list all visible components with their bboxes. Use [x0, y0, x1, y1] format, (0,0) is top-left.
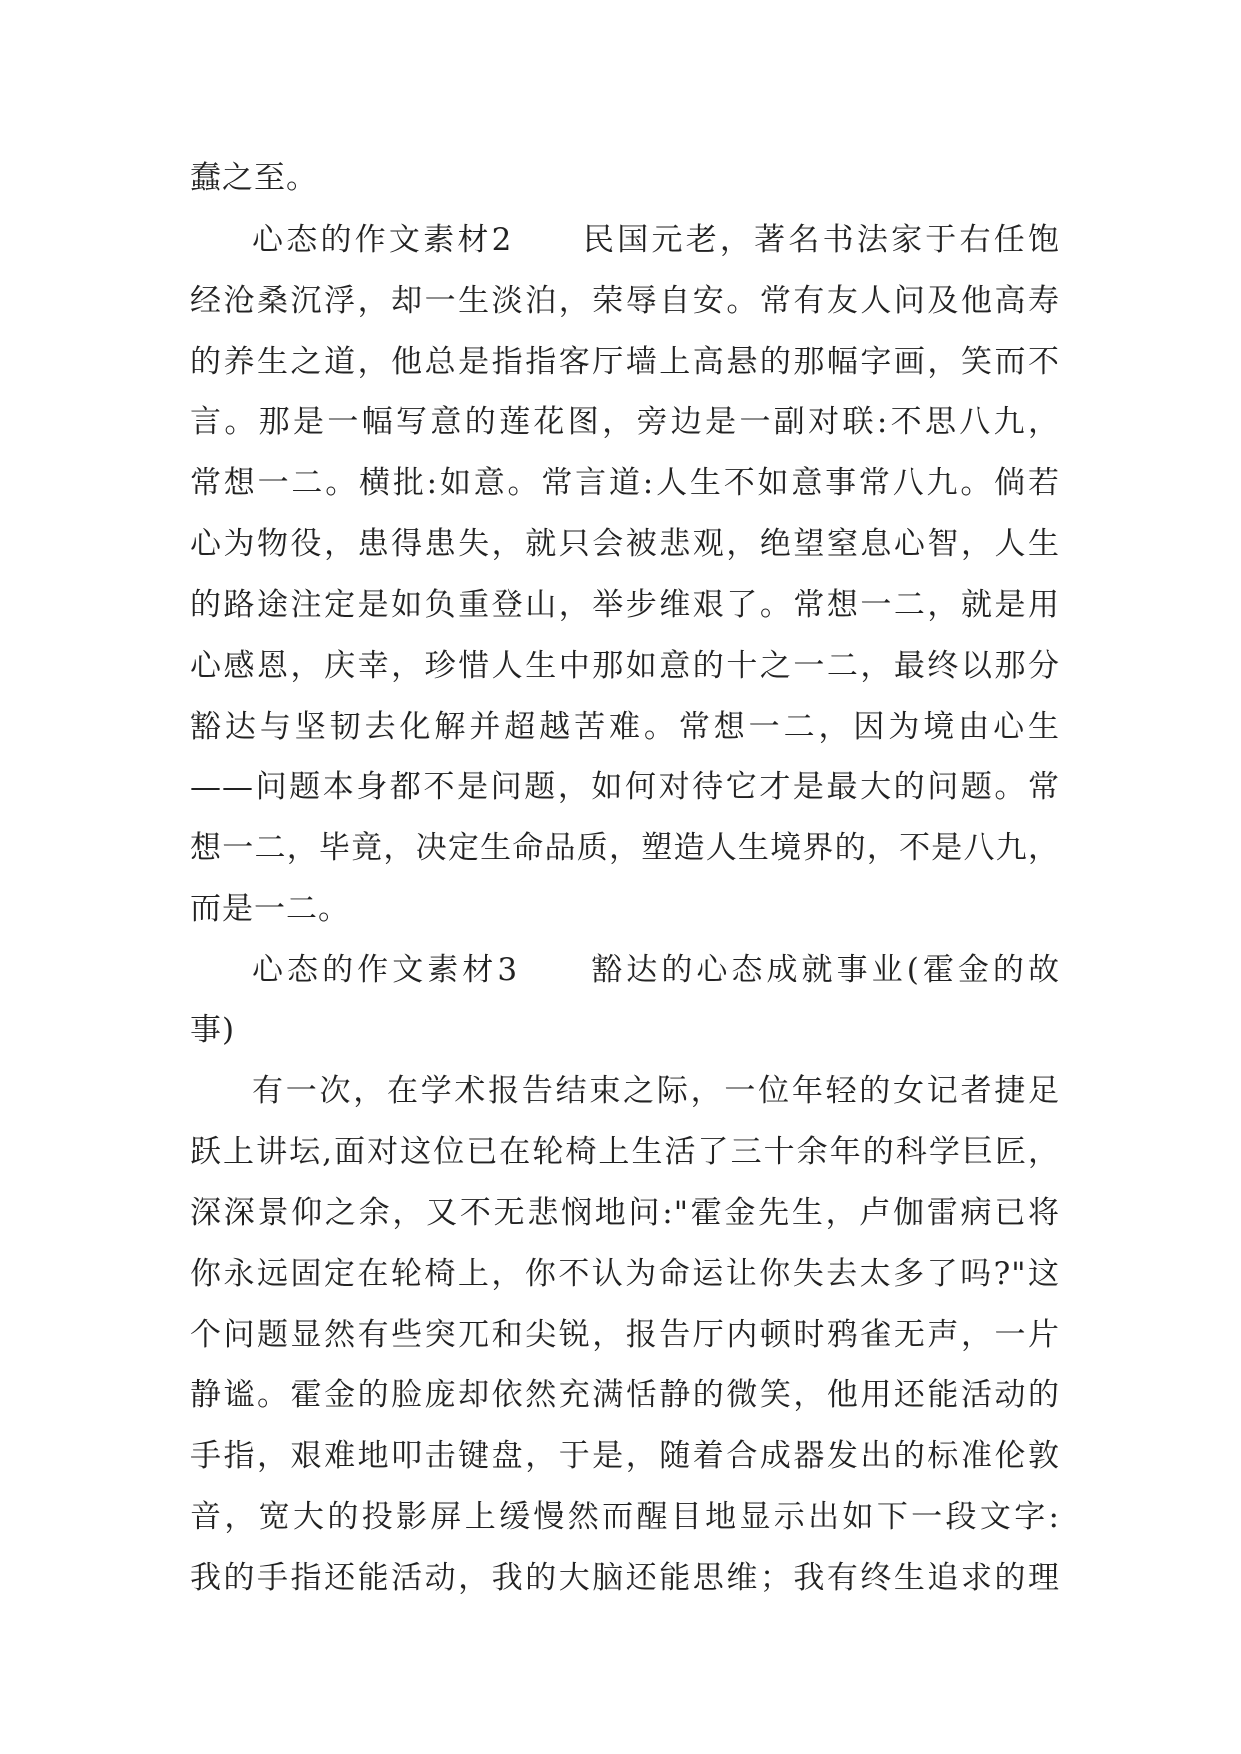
text-line: 我的手指还能活动，我的大脑还能思维；我有终生追求的理 [190, 1560, 1060, 1596]
text-line: 有一次，在学术报告结束之际，一位年轻的女记者捷足 [252, 1073, 1060, 1109]
text-line: 事) [190, 1012, 236, 1048]
text-line: 而是一二。 [190, 891, 350, 927]
text-line: 经沧桑沉浮，却一生淡泊，荣辱自安。常有友人问及他高寿 [190, 283, 1060, 319]
text-line: 音，宽大的投影屏上缓慢然而醒目地显示出如下一段文字: [190, 1499, 1060, 1535]
text-line: 深深景仰之余，又不无悲悯地问:"霍金先生，卢伽雷病已将 [190, 1195, 1060, 1231]
text-line: 心为物役，患得患失，就只会被悲观，绝望窒息心智，人生 [190, 526, 1060, 562]
text-line: 个问题显然有些突兀和尖锐，报告厅内顿时鸦雀无声，一片 [190, 1317, 1060, 1353]
text-line: 的路途注定是如负重登山，举步维艰了。常想一二，就是用 [190, 587, 1060, 623]
text-line: 的养生之道，他总是指指客厅墙上高悬的那幅字画，笑而不 [190, 344, 1060, 380]
text-line: 跃上讲坛,面对这位已在轮椅上生活了三十余年的科学巨匠， [190, 1134, 1060, 1170]
text-line: 静谧。霍金的脸庞却依然充满恬静的微笑，他用还能活动的 [190, 1377, 1060, 1413]
text-line: 常想一二。横批:如意。常言道:人生不如意事常八九。倘若 [190, 465, 1060, 501]
text-line: 手指，艰难地叩击键盘，于是，随着合成器发出的标准伦敦 [190, 1438, 1060, 1474]
text-line: 心态的作文素材2 民国元老，著名书法家于右任饱 [252, 222, 1060, 258]
text-line: ——问题本身都不是问题，如何对待它才是最大的问题。常 [190, 769, 1060, 805]
text-line: 心感恩，庆幸，珍惜人生中那如意的十之一二，最终以那分 [190, 648, 1060, 684]
text-line: 豁达与坚韧去化解并超越苦难。常想一二，因为境由心生 [190, 709, 1060, 745]
text-line: 你永远固定在轮椅上，你不认为命运让你失去太多了吗?"这 [190, 1256, 1060, 1292]
text-line: 言。那是一幅写意的莲花图，旁边是一副对联:不思八九， [190, 404, 1060, 440]
text-line: 蠢之至。 [190, 160, 318, 196]
text-line: 心态的作文素材3 豁达的心态成就事业(霍金的故 [252, 952, 1060, 988]
text-line: 想一二，毕竟，决定生命品质，塑造人生境界的，不是八九， [190, 830, 1060, 866]
